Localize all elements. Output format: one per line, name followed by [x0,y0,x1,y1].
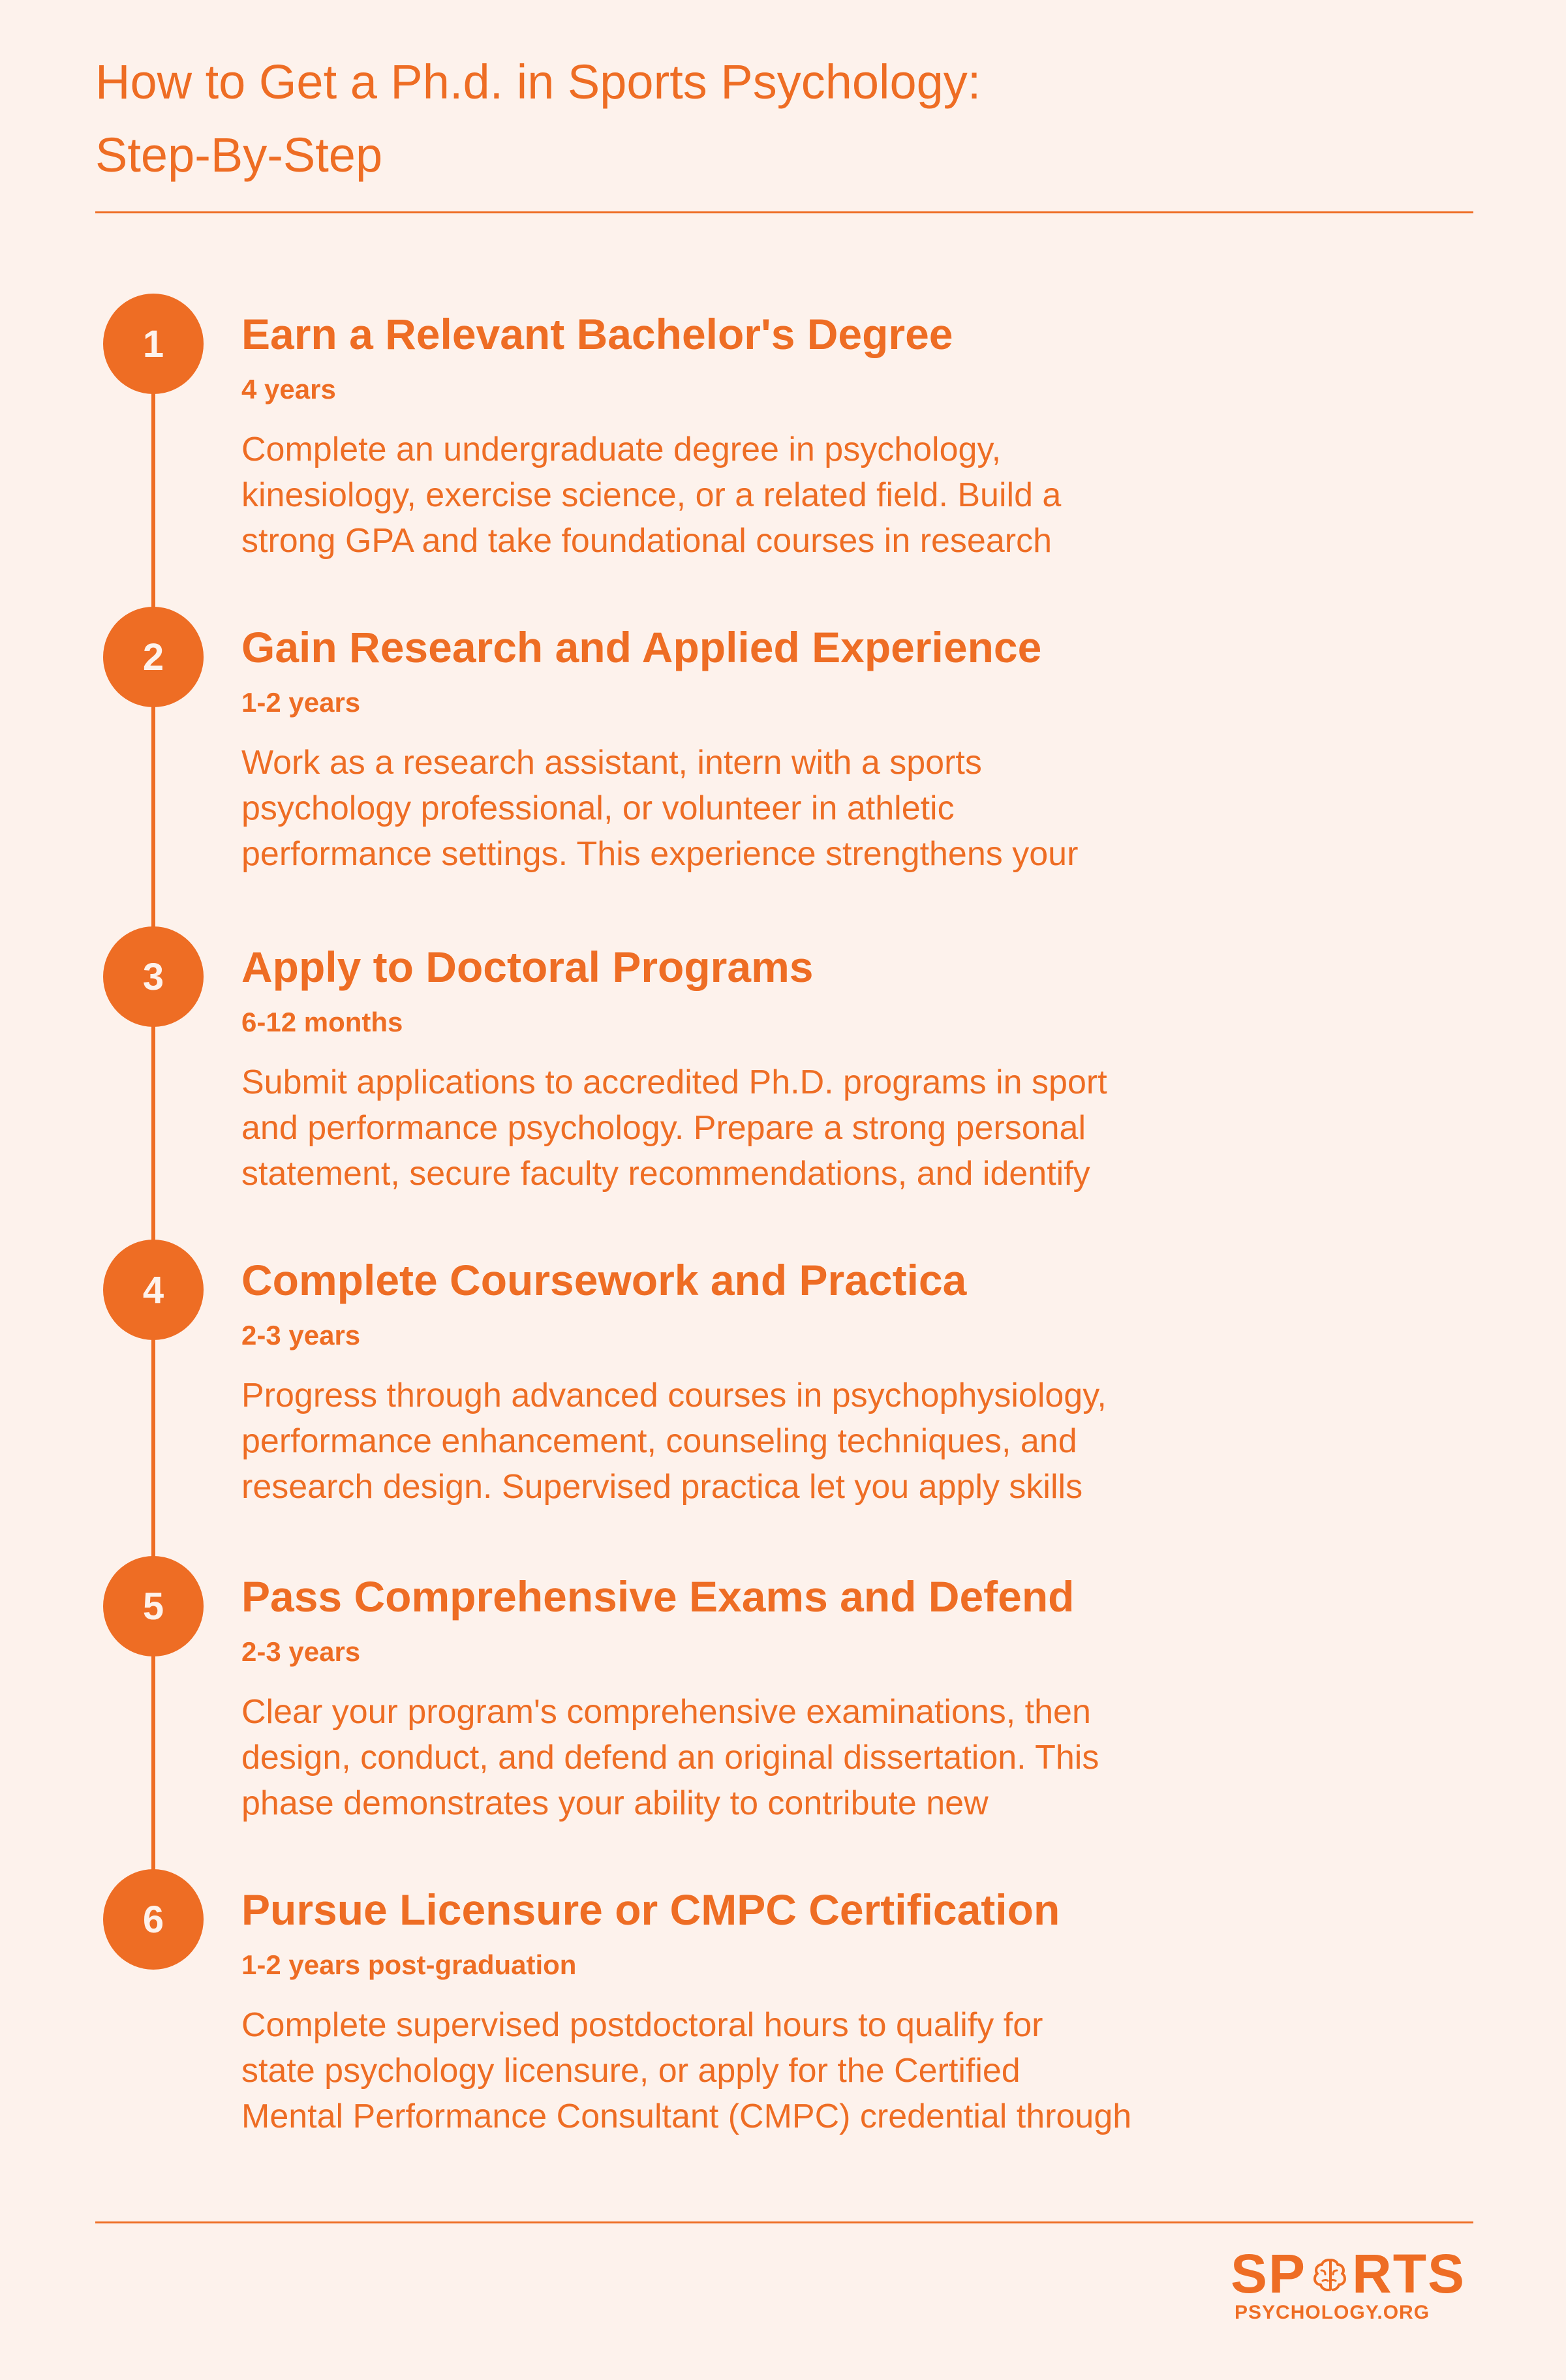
step-title: Apply to Doctoral Programs [241,943,814,991]
top-divider [95,211,1473,213]
step-2 [0,607,1566,920]
step-duration: 2-3 years [241,1320,361,1350]
step-description-line: performance settings. This experience strengthens your [241,835,1079,873]
step-description [241,1689,1233,1826]
step-description-line: Progress through advanced courses in psychophysiology, [241,1377,1107,1414]
step-description-line: Submit applications to accredited Ph.D. programs in sport [241,1063,1107,1101]
logo-word-end: RTS [1352,2243,1466,2304]
step-description [241,2002,1233,2139]
step-description-line: psychology professional, or volunteer in athletic [241,789,955,827]
step-number-badge: 1 [103,294,204,394]
step-3 [0,926,1566,1240]
step-number-badge: 6 [103,1869,204,1970]
step-duration: 1-2 years [241,687,361,718]
step-description-line: and performance psychology. Prepare a strong personal [241,1109,1086,1147]
step-duration: 2-3 years [241,1636,361,1667]
step-title: Pursue Licensure or CMPC Certification [241,1885,1060,1934]
logo-word-start: SP [1231,2243,1307,2304]
step-description-line: statement, secure faculty recommendations, and identify [241,1155,1090,1193]
step-description [241,1373,1233,1510]
step-title: Complete Coursework and Practica [241,1256,967,1304]
step-duration: 6-12 months [241,1007,403,1037]
step-description-line: state psychology licensure, or apply for the Certified [241,2052,1021,2090]
step-description [241,1060,1233,1197]
step-number-badge: 3 [103,926,204,1027]
step-number-badge: 4 [103,1240,204,1340]
step-description-line: phase demonstrates your ability to contribute new [241,1784,989,1822]
step-6 [0,1869,1566,2182]
page-title [95,46,1335,192]
step-duration: 1-2 years post-graduation [241,1949,577,1980]
step-title: Gain Research and Applied Experience [241,623,1042,671]
step-1 [0,294,1566,607]
step-description-line: Complete supervised postdoctoral hours to qualify for [241,2006,1043,2044]
step-description-line: research design. Supervised practica let you apply skills [241,1468,1083,1506]
brain-icon [1306,2244,1352,2303]
step-description [241,740,1233,877]
step-4 [0,1240,1566,1553]
step-number-badge: 5 [103,1556,204,1656]
step-description-line: Mental Performance Consultant (CMPC) credential through [241,2098,1132,2135]
step-description-line: Work as a research assistant, intern with a sports [241,744,982,782]
step-description-line: design, conduct, and defend an original dissertation. This [241,1739,1099,1777]
bottom-divider [95,2221,1473,2223]
page-title-line-2: Step-By-Step [95,128,383,182]
step-description-line: performance enhancement, counseling techniques, and [241,1422,1077,1460]
logo-subtitle: PSYCHOLOGY.ORG [1235,2302,1430,2323]
page-title-line-1: How to Get a Ph.d. in Sports Psychology: [95,55,981,109]
step-title: Pass Comprehensive Exams and Defend [241,1572,1075,1621]
step-number-badge: 2 [103,607,204,707]
logo-wordmark [1231,2244,1466,2303]
site-logo [1231,2244,1466,2349]
step-duration: 4 years [241,374,336,404]
step-description-line: Clear your program's comprehensive examinations, then [241,1693,1091,1731]
step-description-line: strong GPA and take foundational courses in research [241,522,1052,560]
step-description-line: kinesiology, exercise science, or a related field. Build a [241,476,1062,514]
step-description-line: Complete an undergraduate degree in psychology, [241,431,1002,468]
step-5 [0,1556,1566,1869]
step-description [241,427,1233,564]
step-title: Earn a Relevant Bachelor's Degree [241,310,953,358]
